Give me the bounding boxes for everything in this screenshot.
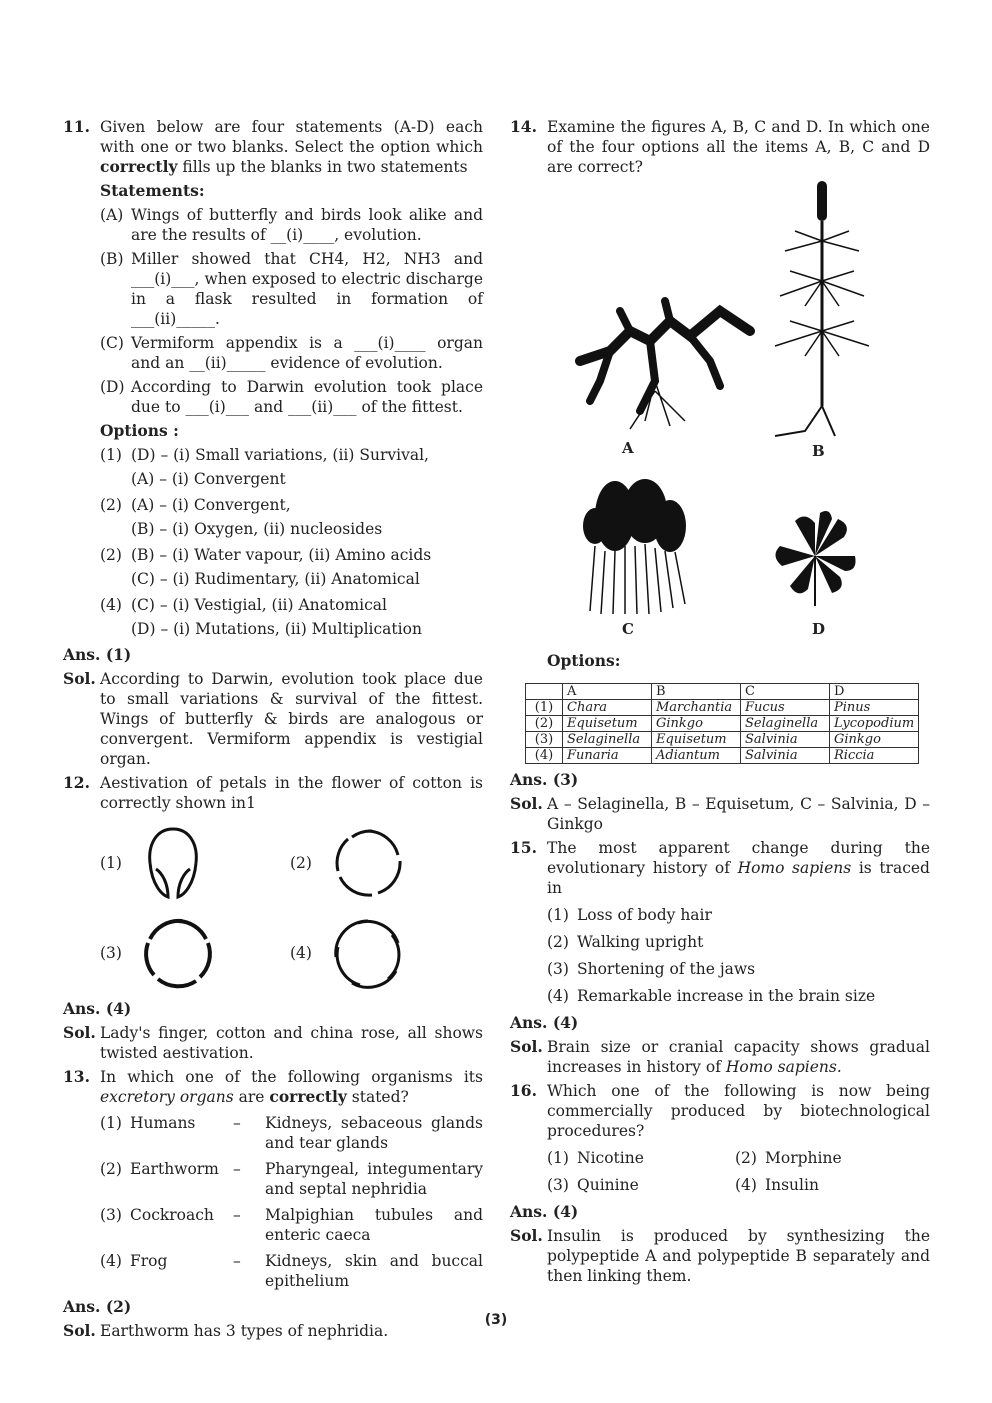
question-number: 11. xyxy=(63,117,90,136)
question-15 xyxy=(510,838,930,898)
ginkgo-figure-icon xyxy=(760,501,870,611)
table-header: A B C D xyxy=(526,684,919,700)
option-4: (4) (C) – (i) Vestigial, (ii) Anatomical xyxy=(100,596,387,614)
plant-figures xyxy=(510,181,930,651)
organism-option-4: (4) Frog – Kidneys, skin and buccal epithelium xyxy=(100,1252,483,1290)
question-11 xyxy=(63,117,483,177)
figure-label: (4) xyxy=(290,944,312,962)
options-heading: Options: xyxy=(547,651,621,670)
table-row: (3) Selaginella Equisetum Salvinia Ginkgo xyxy=(526,732,919,748)
right-column xyxy=(510,117,930,1290)
option-3: (3) Shortening of the jaws xyxy=(547,960,756,978)
solution-14: Sol. A – Selaginella, B – Equisetum, C – Salvinia, D – Ginkgo xyxy=(510,794,930,833)
question-text: In which one of the following organisms its excretory organs are correctly stated? xyxy=(100,1068,483,1106)
organism-option-3: (3) Cockroach – Malpighian tubules and enteric caeca xyxy=(100,1206,483,1244)
question-text: Aestivation of petals in the flower of cotton is correctly shown in1 xyxy=(100,774,483,812)
options-heading: Options : xyxy=(100,421,179,440)
statement-b: (B) Miller showed that CH4, H2, NH3 and ___(i)___, when exposed to electric discharge in a flask resulted in formation of ___(ii)_____. xyxy=(100,250,483,328)
aestivation-imbricate-icon xyxy=(328,823,408,903)
options-table xyxy=(525,683,919,764)
option-3-line2: (C) – (i) Rudimentary, (ii) Anatomical xyxy=(131,570,420,588)
question-13 xyxy=(63,1067,483,1107)
solution-16: Sol. Insulin is produced by synthesizing the polypeptide A and polypeptide B separately and then linking them. xyxy=(510,1226,930,1285)
figure-label-a: A xyxy=(622,439,634,457)
options-row-1: (1) Nicotine (2) Morphine xyxy=(547,1149,842,1167)
statement-d: (D) According to Darwin evolution took place due to ___(i)___ and ___(ii)___ of the fittest. xyxy=(100,378,483,416)
option-1-line2: (A) – (i) Convergent xyxy=(131,470,286,488)
table-row: (2) Equisetum Ginkgo Selaginella Lycopodium xyxy=(526,716,919,732)
statements-heading: Statements: xyxy=(100,181,205,200)
equisetum-figure-icon xyxy=(765,181,875,446)
option-2: (2) (A) – (i) Convergent, xyxy=(100,496,291,514)
aestivation-vexillary-icon xyxy=(138,913,218,993)
solution-13: Sol. Earthworm has 3 types of nephridia. xyxy=(63,1321,389,1340)
answer-11: Ans. (1) xyxy=(63,645,132,664)
aestivation-valvate-icon xyxy=(138,823,208,903)
question-text: Examine the figures A, B, C and D. In which one of the four options all the items A, B, C and D are correct? xyxy=(547,118,930,176)
options-row-2: (3) Quinine (4) Insulin xyxy=(547,1176,819,1194)
answer-14: Ans. (3) xyxy=(510,770,579,789)
question-text: Which one of the following is now being commercially produced by biotechnological procedures? xyxy=(547,1082,930,1140)
question-text: Given below are four statements (A-D) each with one or two blanks. Select the option which correctly fills up the blanks in two statements xyxy=(100,118,483,176)
answer-13: Ans. (2) xyxy=(63,1297,132,1316)
salvinia-figure-icon xyxy=(575,476,695,616)
figure-label: (2) xyxy=(290,854,312,872)
figure-label: (3) xyxy=(100,944,122,962)
question-number: 13. xyxy=(63,1067,90,1086)
question-number: 15. xyxy=(510,838,537,857)
answer-12: Ans. (4) xyxy=(63,999,132,1018)
solution-11: Sol. According to Darwin, evolution took place due to small variations & survival of the fittest. Wings of butterfly & birds are analogous or convergent. Vermiform appendix is vestigial organ. xyxy=(63,669,483,768)
option-4-line2: (D) – (i) Mutations, (ii) Multiplication xyxy=(131,620,422,638)
question-number: 16. xyxy=(510,1081,537,1100)
option-4: (4) Remarkable increase in the brain size xyxy=(547,987,876,1005)
question-12 xyxy=(63,773,483,813)
aestivation-figures-row-2 xyxy=(100,913,483,993)
question-14 xyxy=(510,117,930,177)
answer-16: Ans. (4) xyxy=(510,1202,579,1221)
selaginella-figure-icon xyxy=(570,291,760,431)
solution-12: Sol. Lady's finger, cotton and china rose, all shows twisted aestivation. xyxy=(63,1023,483,1062)
figure-label: (1) xyxy=(100,854,122,872)
aestivation-twisted-icon xyxy=(328,913,408,993)
table-row: (1) Chara Marchantia Fucus Pinus xyxy=(526,700,919,716)
question-text: The most apparent change during the evolutionary history of Homo sapiens is traced in xyxy=(547,839,930,897)
option-2: (2) Walking upright xyxy=(547,933,704,951)
answer-15: Ans. (4) xyxy=(510,1013,579,1032)
organism-option-1: (1) Humans – Kidneys, sebaceous glands and tear glands xyxy=(100,1114,483,1152)
figure-label-d: D xyxy=(812,620,826,638)
option-2-line2: (B) – (i) Oxygen, (ii) nucleosides xyxy=(131,520,383,538)
question-number: 12. xyxy=(63,773,90,792)
option-1: (1) (D) – (i) Small variations, (ii) Survival, xyxy=(100,446,429,464)
statement-a: (A) Wings of butterfly and birds look alike and are the results of __(i)____, evolution. xyxy=(100,206,483,244)
table-row: (4) Funaria Adiantum Salvinia Riccia xyxy=(526,748,919,764)
figure-label-c: C xyxy=(622,620,634,638)
figure-label-b: B xyxy=(812,442,825,460)
question-number: 14. xyxy=(510,117,537,136)
solution-15: Sol. Brain size or cranial capacity shows gradual increases in history of Homo sapiens. xyxy=(510,1037,930,1076)
aestivation-figures-row-1 xyxy=(100,823,483,903)
organism-option-2: (2) Earthworm – Pharyngeal, integumentary and septal nephridia xyxy=(100,1160,483,1198)
option-3: (2) (B) – (i) Water vapour, (ii) Amino acids xyxy=(100,546,432,564)
page-number: (3) xyxy=(484,1312,508,1328)
question-16 xyxy=(510,1081,930,1141)
left-column xyxy=(63,117,483,1345)
statement-c: (C) Vermiform appendix is a ___(i)____ organ and an __(ii)_____ evidence of evolution. xyxy=(100,334,483,372)
option-1: (1) Loss of body hair xyxy=(547,906,712,924)
